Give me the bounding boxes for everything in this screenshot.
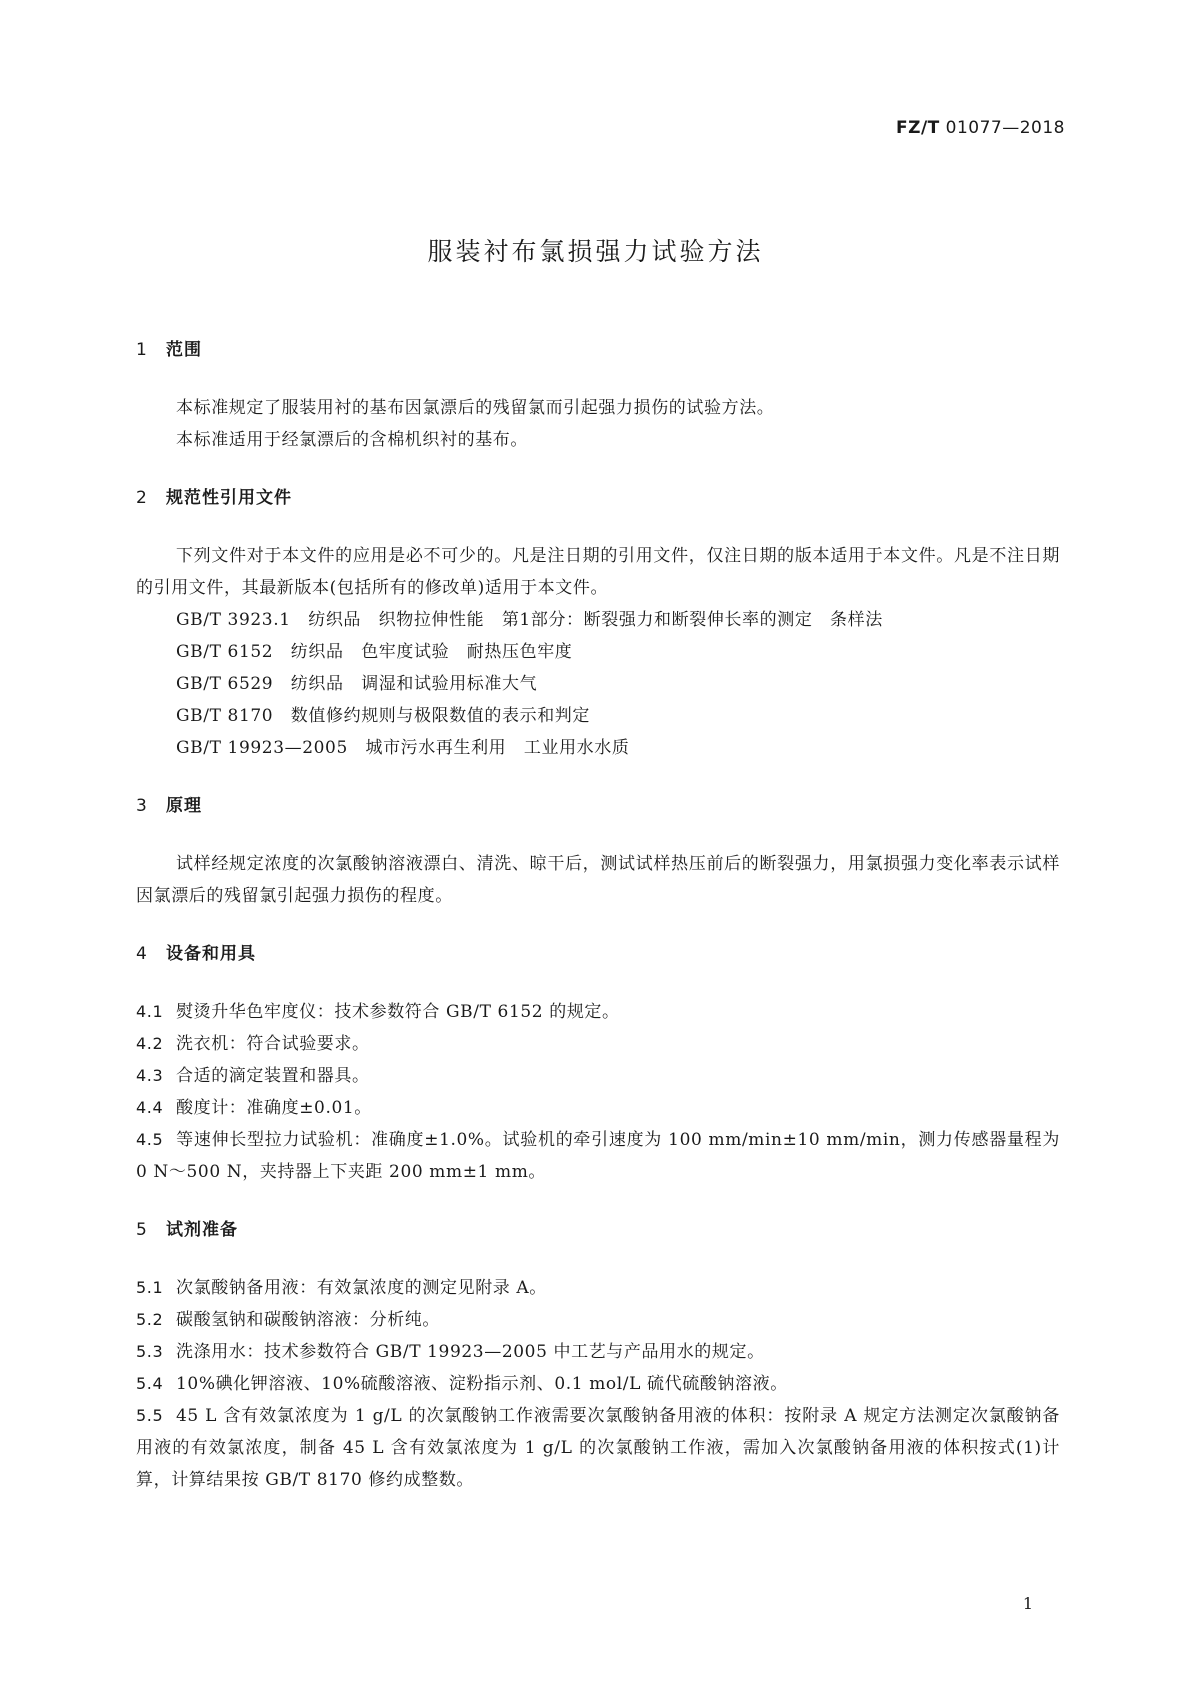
clause-item [136, 1028, 1060, 1060]
section-number: 5 [136, 1220, 148, 1240]
section-heading [136, 482, 1060, 514]
standard-number: 01077—2018 [945, 118, 1065, 138]
section-title: 原理 [166, 796, 202, 816]
paragraph: 试样经规定浓度的次氯酸钠溶液漂白、清洗、晾干后，测试试样热压前后的断裂强力，用氯损强力变化率表示试样因氯漂后的残留氯引起强力损伤的程度。 [136, 854, 1060, 906]
standard-prefix: FZ/T [896, 118, 940, 138]
clause-number: 5.2 [136, 1310, 164, 1329]
section-title: 范围 [166, 340, 202, 360]
section-number: 3 [136, 796, 148, 816]
section-number: 2 [136, 488, 148, 508]
section-number: 4 [136, 944, 148, 964]
clause-number: 5.5 [136, 1406, 164, 1425]
page-number: 1 [1022, 1594, 1033, 1613]
clause-item [136, 1092, 1060, 1124]
section-heading [136, 1214, 1060, 1246]
reference-item: GB/T 6529 纺织品 调湿和试验用标准大气 [176, 674, 538, 694]
clause-item [136, 996, 1060, 1028]
clause-text: 熨烫升华色牢度仪：技术参数符合 GB/T 6152 的规定。 [176, 1002, 620, 1022]
section-principle [136, 790, 1060, 912]
clause-text: 洗涤用水：技术参数符合 GB/T 19923—2005 中工艺与产品用水的规定。 [176, 1342, 765, 1362]
reference-item: GB/T 6152 纺织品 色牢度试验 耐热压色牢度 [176, 642, 573, 662]
clause-text: 酸度计：准确度±0.01。 [176, 1098, 372, 1118]
section-scope [136, 334, 1060, 456]
clause-number: 4.4 [136, 1098, 164, 1117]
section-heading [136, 938, 1060, 970]
clause-text: 等速伸长型拉力试验机：准确度±1.0%。试验机的牵引速度为 100 mm/min±10 mm/min，测力传感器量程为 0 N～500 N，夹持器上下夹距 200 mm±1 mm。 [136, 1130, 1060, 1182]
clause-number: 4.3 [136, 1066, 164, 1085]
clause-number: 4.5 [136, 1130, 164, 1149]
clause-number: 5.3 [136, 1342, 164, 1361]
section-title: 规范性引用文件 [166, 488, 292, 508]
section-heading [136, 790, 1060, 822]
clause-item [136, 1368, 1060, 1400]
standard-code [896, 118, 1065, 138]
clause-number: 5.1 [136, 1278, 164, 1297]
clause-item [136, 1124, 1060, 1188]
reference-item: GB/T 19923—2005 城市污水再生利用 工业用水水质 [176, 738, 630, 758]
section-reagents [136, 1214, 1060, 1496]
clause-text: 洗衣机：符合试验要求。 [176, 1034, 370, 1054]
section-heading [136, 334, 1060, 366]
clause-text: 45 L 含有效氯浓度为 1 g/L 的次氯酸钠工作液需要次氯酸钠备用液的体积：按附录 A 规定方法测定次氯酸钠备用液的有效氯浓度，制备 45 L 含有效氯浓度为 1 g/L 的次氯酸钠工作液，需加入次氯酸钠备用液的体积按式(1)计算，计算结果按 GB/T 8170 修约成整数。 [136, 1406, 1060, 1490]
clause-text: 10%碘化钾溶液、10%硫酸溶液、淀粉指示剂、0.1 mol/L 硫代硫酸钠溶液。 [176, 1374, 788, 1394]
paragraph: 下列文件对于本文件的应用是必不可少的。凡是注日期的引用文件，仅注日期的版本适用于本文件。凡是不注日期的引用文件，其最新版本(包括所有的修改单)适用于本文件。 [136, 546, 1060, 598]
clause-number: 4.1 [136, 1002, 164, 1021]
clause-text: 合适的滴定装置和器具。 [176, 1066, 370, 1086]
clause-number: 4.2 [136, 1034, 164, 1053]
section-apparatus [136, 938, 1060, 1188]
paragraph: 本标准规定了服装用衬的基布因氯漂后的残留氯而引起强力损伤的试验方法。 [176, 398, 775, 418]
clause-item [136, 1400, 1060, 1496]
section-normative-references [136, 482, 1060, 764]
paragraph: 本标准适用于经氯漂后的含棉机织衬的基布。 [176, 430, 528, 450]
section-number: 1 [136, 340, 148, 360]
clause-number: 5.4 [136, 1374, 164, 1393]
clause-text: 碳酸氢钠和碳酸钠溶液：分析纯。 [176, 1310, 440, 1330]
document-title: 服装衬布氯损强力试验方法 [427, 237, 764, 266]
clause-item [136, 1304, 1060, 1336]
clause-text: 次氯酸钠备用液：有效氯浓度的测定见附录 A。 [176, 1278, 547, 1298]
reference-item: GB/T 3923.1 纺织品 织物拉伸性能 第1部分：断裂强力和断裂伸长率的测定 条样法 [176, 610, 883, 630]
document-body [136, 334, 1060, 1496]
section-title: 试剂准备 [166, 1220, 238, 1240]
clause-item [136, 1060, 1060, 1092]
clause-item [136, 1336, 1060, 1368]
clause-item [136, 1272, 1060, 1304]
reference-item: GB/T 8170 数值修约规则与极限数值的表示和判定 [176, 706, 591, 726]
section-title: 设备和用具 [166, 944, 256, 964]
